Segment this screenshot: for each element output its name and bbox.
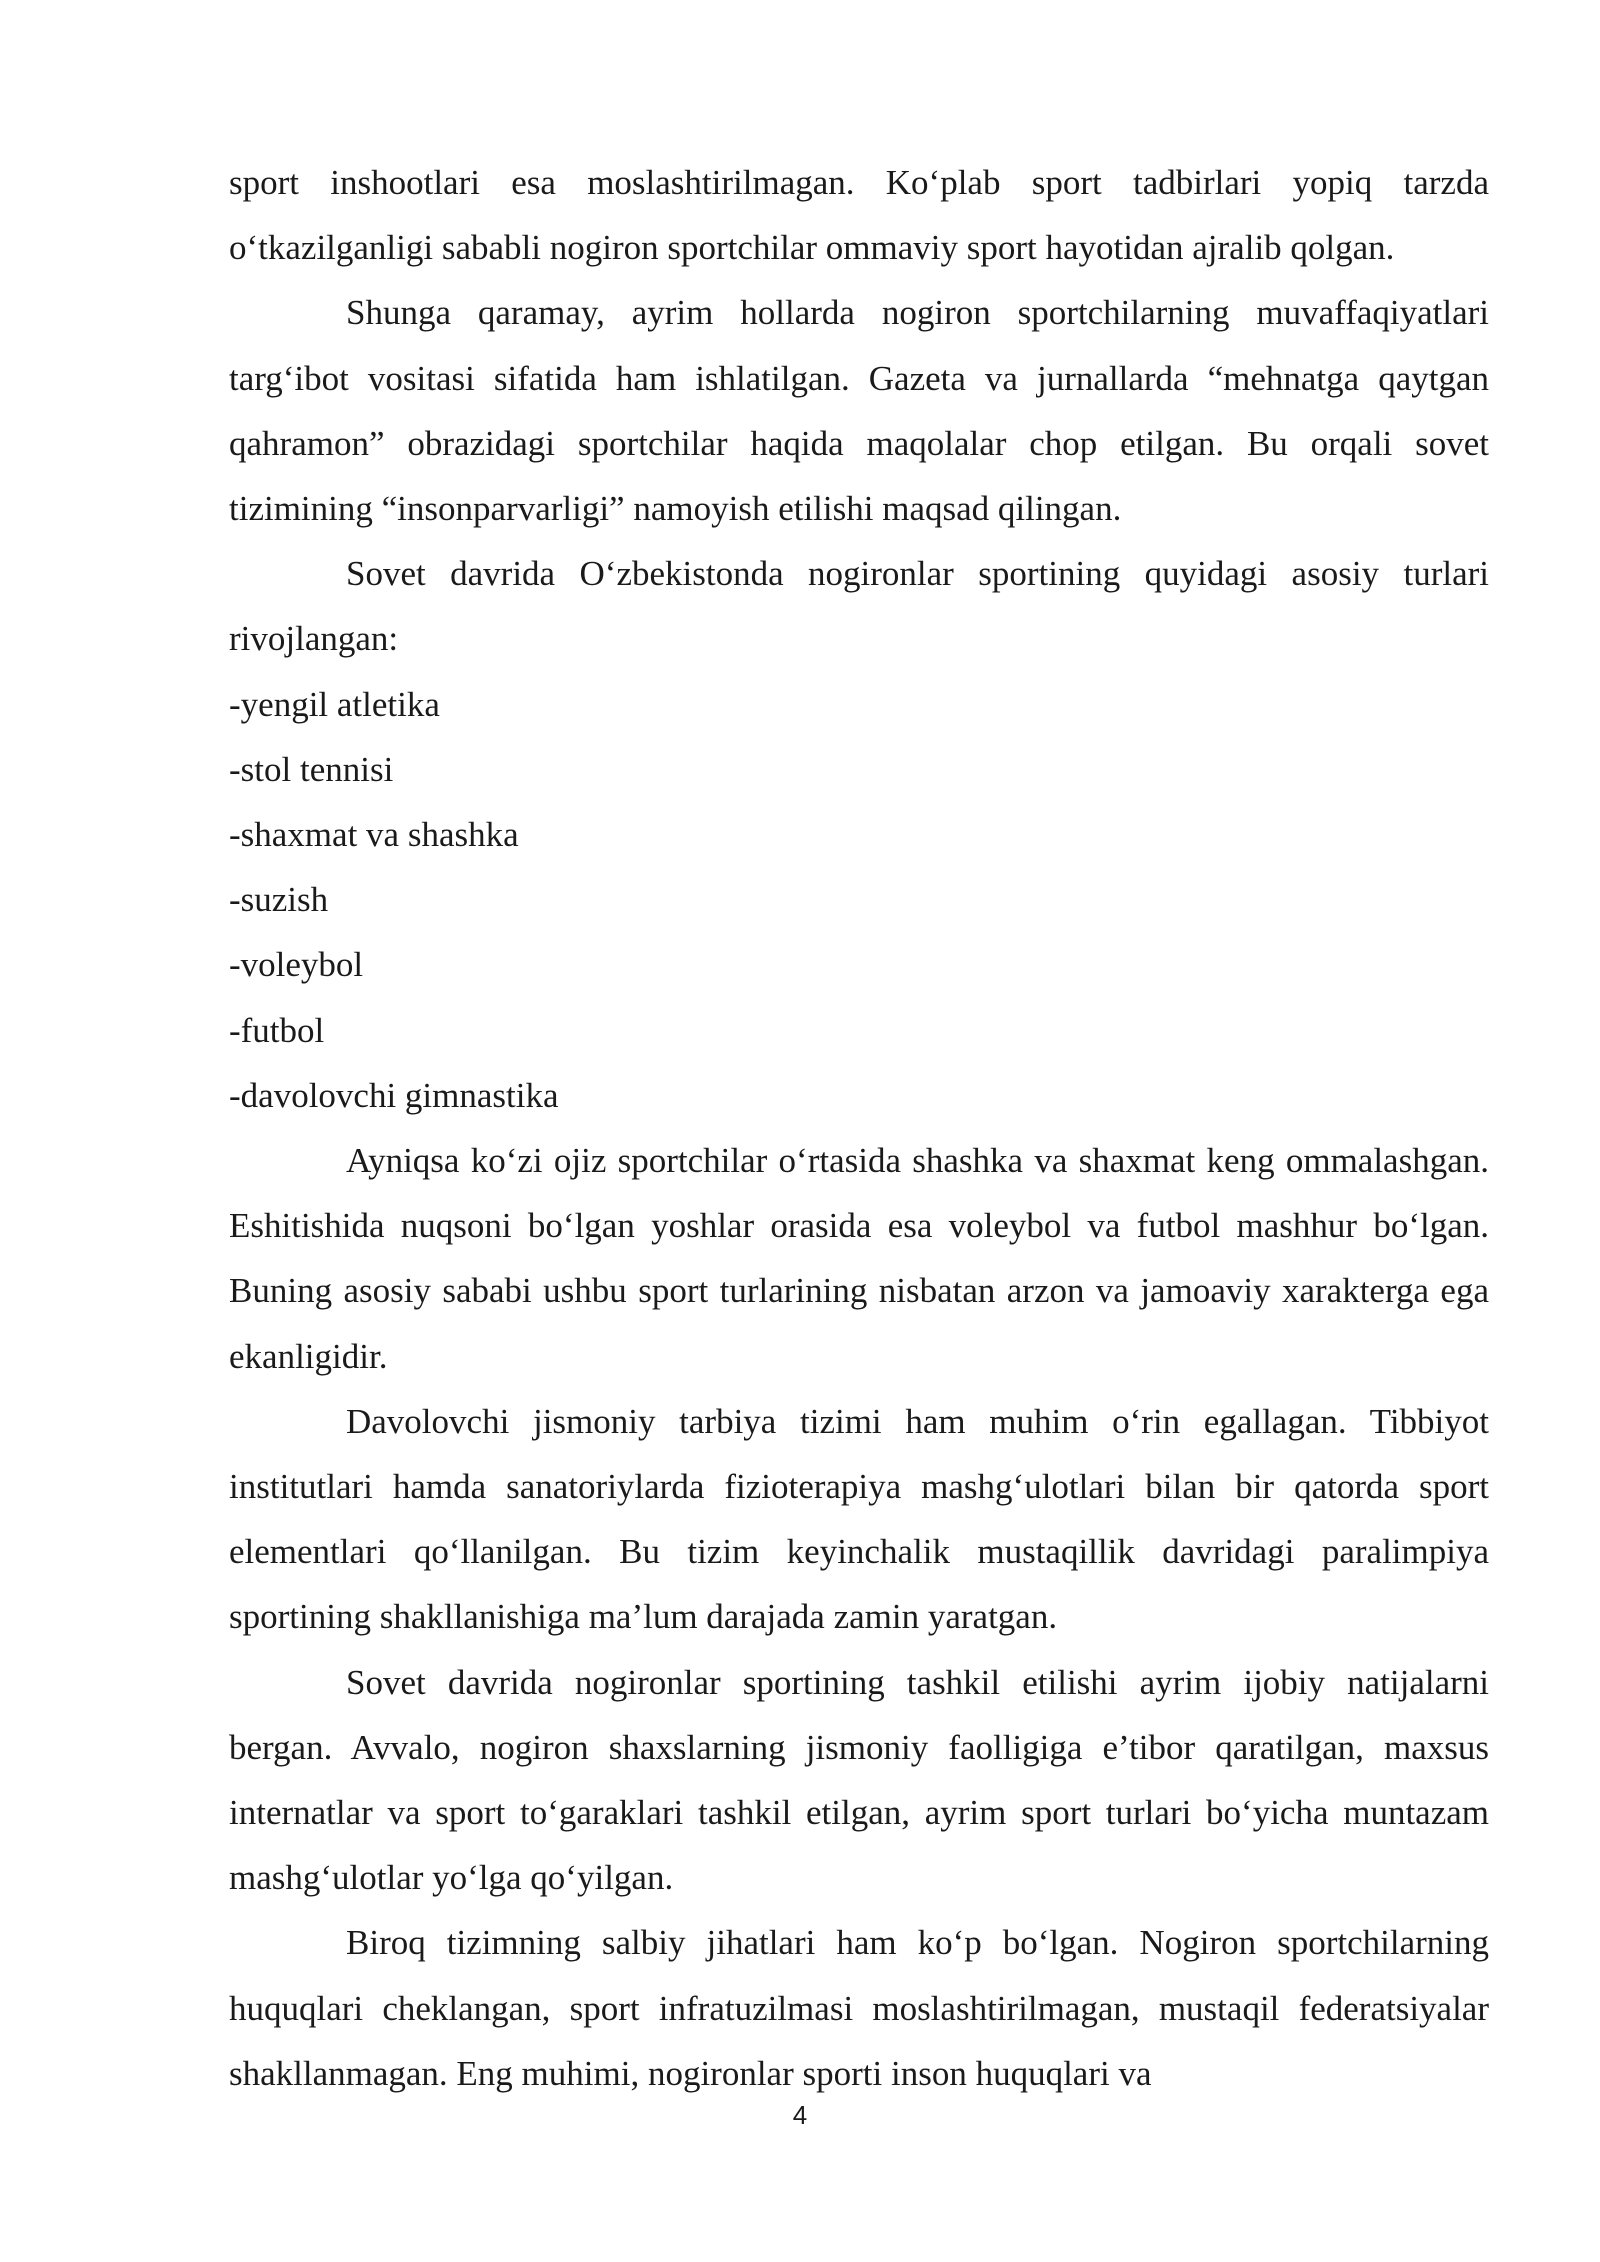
list-item: -suzish [229,880,329,920]
list-item: -voleybol [229,945,364,985]
page-number: 4 [792,2100,808,2130]
list-item: -futbol [229,1010,325,1050]
list-item: -shaxmat va shashka [229,815,519,855]
propaganda-paragraph: Shunga qaramay, ayrim hollarda nogiron sportchilarning muvaffaqiyatlari targ‘ibot vositasi sifatida ham ishlatilgan. Gazeta va jurnallarda “mehnatga qaytgan qahramon” obrazidagi sportchilar haqida maqolalar chop etilgan. Bu orqali sovet tizimining “insonparvarligi” namoyish etilishi maqsad qilingan. [229,293,1489,529]
continuation-paragraph: sport inshootlari esa moslashtirilmagan. Ko‘plab sport tadbirlari yopiq tarzda o‘tkazilganligi sababli nogiron sportchilar ommaviy sport hayotidan ajralib qolgan. [229,163,1489,268]
sport-types-list [229,672,1489,1128]
positive-results-paragraph: Sovet davrida nogironlar sportining tashkil etilishi ayrim ijobiy natijalarni bergan. Avvalo, nogiron shaxslarning jismoniy faolligiga e’tibor qaratilgan, maxsus internatlar va sport to‘garaklari tashkil etilgan, ayrim sport turlari bo‘yicha muntazam mashg‘ulotlar yo‘lga qo‘yilgan. [229,1662,1489,1898]
document-body [229,150,1489,2106]
list-item: -davolovchi gimnastika [229,1075,559,1115]
therapeutic-training-paragraph: Davolovchi jismoniy tarbiya tizimi ham muhim o‘rin egallagan. Tibbiyot institutlari hamda sanatoriylarda fizioterapiya mashg‘ulotlari bilan bir qatorda sport elementlari qo‘llanilgan. Bu tizim keyinchalik mustaqillik davridagi paralimpiya sportining shakllanishiga ma’lum darajada zamin yaratgan. [229,1401,1489,1637]
list-item: -yengil atletika [229,684,440,724]
list-item: -stol tennisi [229,749,394,789]
blind-deaf-sports-paragraph: Ayniqsa ko‘zi ojiz sportchilar o‘rtasida shashka va shaxmat keng ommalashgan. Eshitishida nuqsoni bo‘lgan yoshlar orasida esa voleybol va futbol mashhur bo‘lgan. Buning asosiy sababi ushbu sport turlarining nisbatan arzon va jamoaviy xarakterga ega ekanligidir. [229,1141,1489,1376]
negative-aspects-paragraph: Biroq tizimning salbiy jihatlari ham ko‘p bo‘lgan. Nogiron sportchilarning huquqlari cheklangan, sport infratuzilmasi moslashtirilmagan, mustaqil federatsiyalar shakllanmagan. Eng muhimi, nogironlar sporti inson huquqlari va [229,1923,1489,2093]
sport-types-intro-paragraph: Sovet davrida O‘zbekistonda nogironlar sportining quyidagi asosiy turlari rivojlangan: [229,554,1489,659]
